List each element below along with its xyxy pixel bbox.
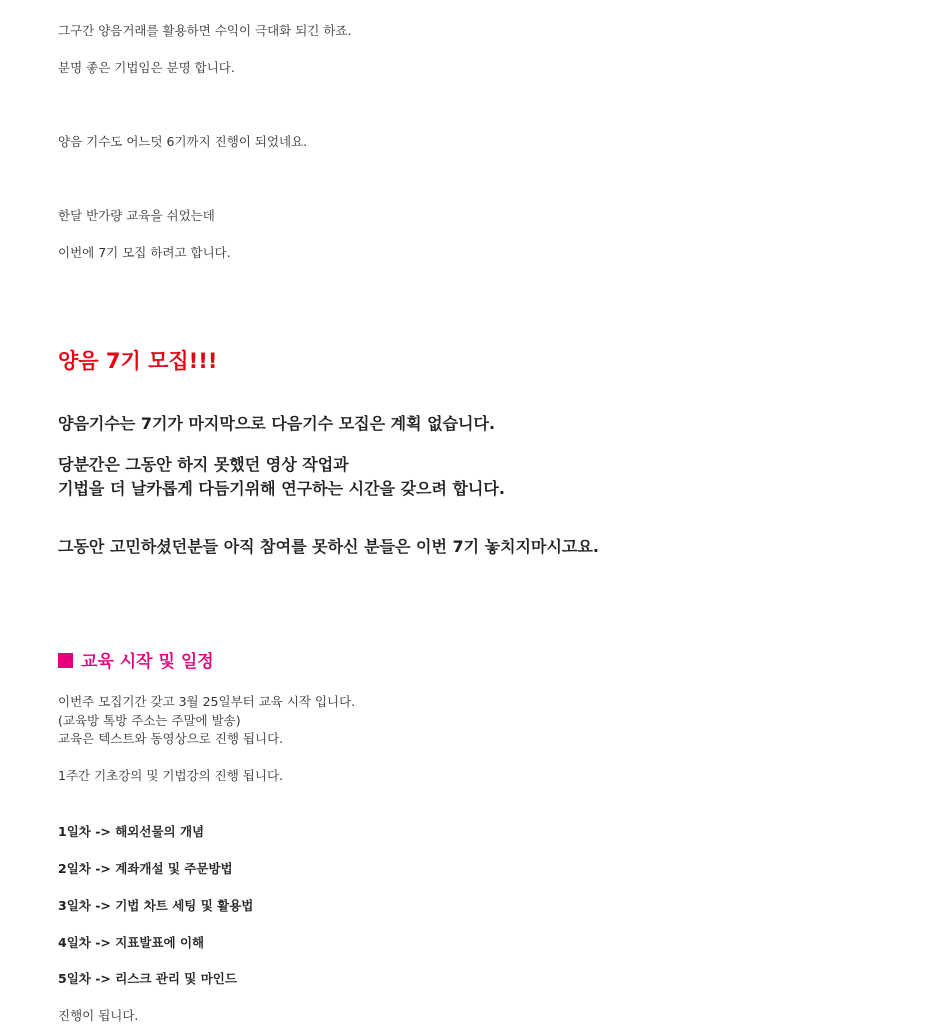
recruit-title: 양음 7기 모집!!! (58, 349, 218, 373)
schedule-text-2: (교육방 톡방 주소는 주말에 발송) (58, 713, 241, 728)
closing-text: 진행이 됩니다. (58, 1008, 139, 1023)
notice-text-4: 그동안 고민하셨던분들 아직 참여를 못하신 분들은 이번 7기 놓치지마시고요. (58, 537, 599, 556)
day-item-3: 3일차 -> 기법 차트 세팅 및 활용법 (58, 898, 254, 913)
day-item-5: 5일차 -> 리스크 관리 및 마인드 (58, 971, 237, 986)
intro-text-2: 분명 좋은 기법임은 분명 합니다. (58, 60, 235, 75)
notice-text-2: 당분간은 그동안 하지 못했던 영상 작업과 (58, 455, 349, 474)
intro-text-4: 한달 반가량 교육을 쉬었는데 (58, 208, 215, 223)
schedule-text-1: 이번주 모집기간 갖고 3월 25일부터 교육 시작 입니다. (58, 694, 356, 709)
notice-text-1: 양음기수는 7기가 마지막으로 다음기수 모집은 계획 없습니다. (58, 414, 496, 433)
intro-text-3: 양음 기수도 어느덧 6기까지 진행이 되었네요. (58, 134, 308, 149)
day-item-2: 2일차 -> 계좌개설 및 주문방법 (58, 861, 233, 876)
square-icon (58, 653, 73, 668)
intro-text-5: 이번에 7기 모집 하려고 합니다. (58, 245, 231, 260)
day-item-1: 1일차 -> 해외선물의 개념 (58, 824, 205, 839)
schedule-text-3: 교육은 텍스트와 동영상으로 진행 됩니다. (58, 731, 284, 746)
schedule-text-4: 1주간 기초강의 및 기법강의 진행 됩니다. (58, 768, 283, 783)
notice-text-3: 기법을 더 날카롭게 다듬기위해 연구하는 시간을 갖으려 합니다. (58, 479, 505, 498)
intro-text-1: 그구간 양음거래를 활용하면 수익이 극대화 되긴 하죠. (58, 23, 352, 38)
section-title: 교육 시작 및 일정 (81, 652, 214, 672)
section-heading (58, 650, 214, 674)
day-item-4: 4일차 -> 지표발표에 이해 (58, 935, 205, 950)
